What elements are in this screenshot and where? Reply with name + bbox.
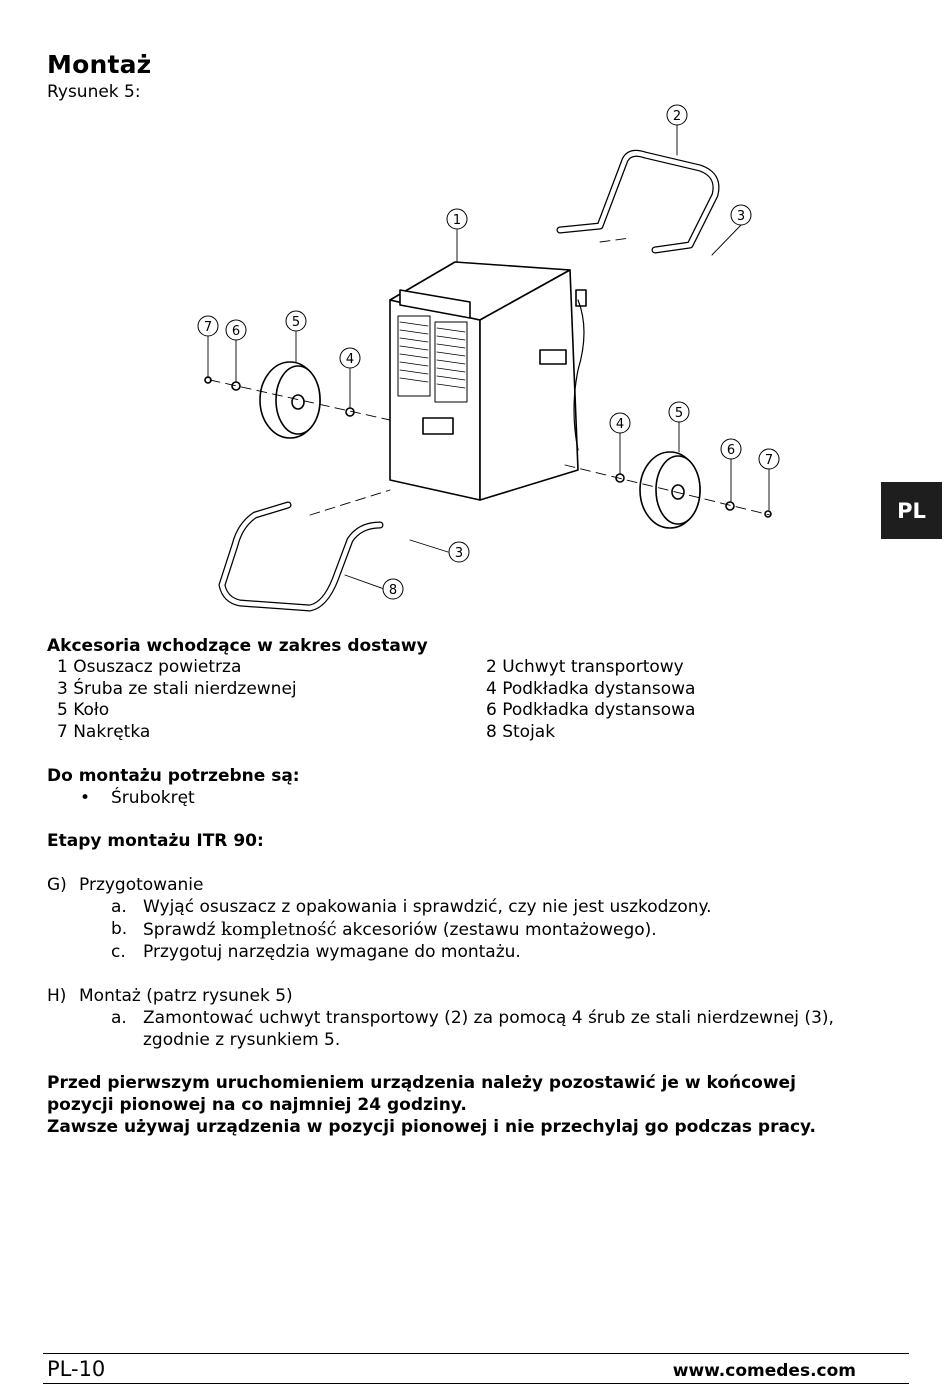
wheel-right	[640, 452, 700, 528]
language-tab: PL	[881, 482, 942, 539]
callout-3b: 3	[454, 546, 464, 561]
step-h-label: H)	[47, 986, 67, 1006]
step-marker: c.	[111, 942, 126, 962]
callout-4b: 4	[615, 417, 625, 432]
callout-6b: 6	[726, 443, 736, 458]
step-g-title: Przygotowanie	[79, 875, 204, 895]
website-link[interactable]: www.comedes.com	[672, 1361, 856, 1381]
step-g-b-pre: Sprawdź	[143, 920, 216, 940]
accessories-heading: Akcesoria wchodzące w zakres dostawy	[47, 636, 428, 656]
step-h-a-line1: Zamontować uchwyt transportowy (2) za pomocą 4 śrub ze stali nierdzewnej (3),	[143, 1008, 834, 1028]
step-g-b	[143, 919, 657, 942]
warning-line-1: Przed pierwszym uruchomieniem urządzenia należy pozostawić je w końcowej	[47, 1073, 796, 1093]
step-g-label: G)	[47, 875, 67, 895]
accessories-left-column	[57, 657, 297, 744]
callout-5a: 5	[291, 315, 301, 330]
wheel-left	[260, 362, 320, 438]
tools-heading: Do montażu potrzebne są:	[47, 766, 300, 786]
step-h-title: Montaż (patrz rysunek 5)	[79, 986, 293, 1006]
page-title: Montaż	[47, 50, 152, 79]
accessories-right-column	[486, 657, 695, 744]
callout-7a: 7	[203, 320, 213, 335]
step-g-b-serif: kompletność	[221, 919, 337, 940]
steps-heading: Etapy montażu ITR 90:	[47, 831, 264, 851]
step-marker: b.	[111, 919, 128, 939]
bullet: •	[80, 788, 91, 808]
warning-line-2: pozycji pionowej na co najmniej 24 godziny.	[47, 1095, 467, 1115]
dehumidifier-body	[390, 262, 586, 500]
list-item: 3 Śruba ze stali nierdzewnej	[57, 678, 297, 699]
step-g-c: Przygotuj narzędzia wymagane do montażu.	[143, 942, 521, 962]
tool-item: Śrubokręt	[111, 788, 195, 808]
callout-2: 2	[672, 109, 682, 124]
step-marker: a.	[111, 1008, 127, 1028]
step-h-a-line2: zgodnie z rysunkiem 5.	[143, 1030, 341, 1050]
callout-8: 8	[388, 583, 398, 598]
figure-caption: Rysunek 5:	[47, 82, 141, 102]
step-g-b-post: akcesoriów (zestawu montażowego).	[342, 920, 657, 940]
warning-line-3: Zawsze używaj urządzenia w pozycji pionowej i nie przechylaj go podczas pracy.	[47, 1117, 817, 1137]
list-item: 4 Podkładka dystansowa	[486, 678, 696, 699]
list-item: 8 Stojak	[486, 722, 556, 743]
assembly-drawing	[150, 100, 800, 620]
footer-rule-bottom	[43, 1383, 909, 1384]
callout-1: 1	[452, 213, 462, 228]
footer-rule-top	[43, 1353, 909, 1354]
page-number: PL-10	[47, 1357, 106, 1381]
callout-5b: 5	[674, 406, 684, 421]
callout-4a: 4	[345, 352, 355, 367]
list-item: 5 Koło	[57, 700, 110, 721]
list-item: 7 Nakrętka	[57, 722, 151, 743]
list-item: 1 Osuszacz powietrza	[57, 657, 242, 677]
callout-7b: 7	[764, 453, 774, 468]
callout-3a: 3	[736, 209, 746, 224]
list-item: 2 Uchwyt transportowy	[486, 657, 684, 677]
step-g-a: Wyjąć osuszacz z opakowania i sprawdzić, czy nie jest uszkodzony.	[143, 897, 712, 917]
list-item: 6 Podkładka dystansowa	[486, 700, 696, 721]
step-marker: a.	[111, 897, 127, 917]
callout-6a: 6	[231, 324, 241, 339]
